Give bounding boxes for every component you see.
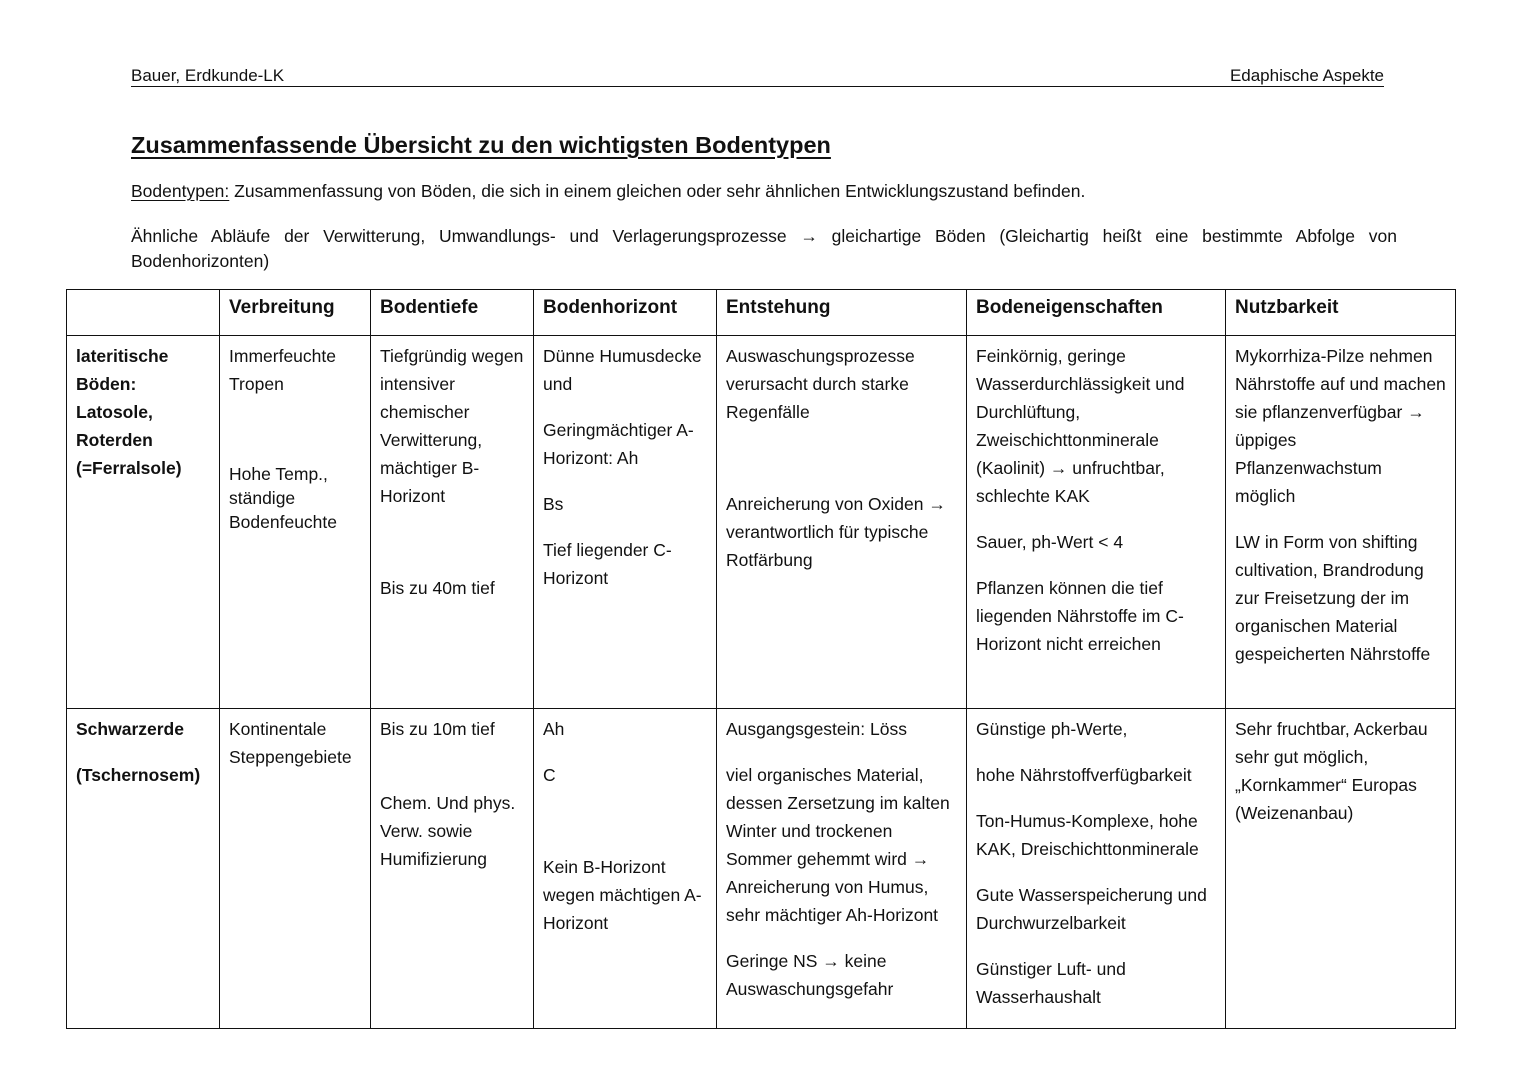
column-header-bodeneigenschaften: Bodeneigenschaften — [967, 290, 1226, 336]
bodeneigenschaften-cell — [967, 709, 1226, 1029]
page-title: Zusammenfassende Übersicht zu den wichtigsten Bodentypen — [131, 132, 831, 158]
cell-text: Bis zu 10m tief — [380, 719, 495, 739]
intro-paragraph: Ähnliche Abläufe der Verwitterung, Umwandlungs- und Verlagerungsprozesse → gleichartige Böden (Gleichartig heißt eine bestimmte Abfolge von Bodenhorizonten) — [131, 226, 1397, 271]
cell-text: Immerfeuchte Tropen — [229, 346, 336, 394]
definition-term: Bodentypen: — [131, 181, 230, 201]
table-header-row — [67, 290, 1456, 336]
cell-text: Sehr fruchtbar, Ackerbau sehr gut möglich, „Kornkammer“ Europas (Weizenanbau) — [1235, 719, 1428, 823]
cell-text: Mykorrhiza-Pilze nehmen Nährstoffe auf und machen sie pflanzenverfügbar → üppiges Pflanzenwachstum möglich — [1235, 346, 1446, 506]
soil-type-name-line: Roterden — [76, 430, 153, 450]
bodenhorizont-cell — [534, 709, 717, 1029]
cell-text: Chem. Und phys. Verw. sowie Humifizierung — [380, 793, 516, 869]
cell-text: Feinkörnig, geringe Wasserdurchlässigkeit und Durchlüftung, Zweischichttonminerale (Kaolinit) → unfruchtbar, schlechte KAK — [976, 346, 1185, 506]
column-header-bodenhorizont: Bodenhorizont — [534, 290, 717, 336]
soil-type-name-line: Latosole, — [76, 402, 153, 422]
cell-text: viel organisches Material, dessen Zersetzung im kalten Winter und trockenen Sommer gehemmt wird → Anreicherung von Humus, sehr mächtiger Ah-Horizont — [726, 765, 950, 925]
column-header-soil-type — [67, 290, 220, 336]
column-header-bodentiefe: Bodentiefe — [371, 290, 534, 336]
column-header-entstehung: Entstehung — [717, 290, 967, 336]
soil-type-name-line: (Tschernosem) — [76, 765, 201, 785]
cell-text: Sauer, ph-Wert < 4 — [976, 532, 1124, 552]
bodeneigenschaften-cell — [967, 336, 1226, 709]
cell-text: Tiefgründig wegen intensiver chemischer Verwitterung, mächtiger B-Horizont — [380, 346, 524, 506]
cell-text: hohe Nährstoffverfügbarkeit — [976, 765, 1192, 785]
soil-type-name-line: lateritische — [76, 346, 169, 366]
table-row — [67, 336, 1456, 709]
entstehung-cell — [717, 709, 967, 1029]
cell-text: Kein B-Horizont wegen mächtigen A-Horizont — [543, 857, 702, 933]
cell-text: Ausgangsgestein: Löss — [726, 719, 907, 739]
nutzbarkeit-cell — [1226, 336, 1456, 709]
soil-type-name-cell — [67, 336, 220, 709]
verbreitung-cell — [220, 336, 371, 709]
definition — [131, 181, 1085, 202]
soil-types-table — [66, 289, 1456, 1029]
cell-text: Gute Wasserspeicherung und Durchwurzelbarkeit — [976, 885, 1207, 933]
cell-text: Ton-Humus-Komplexe, hohe KAK, Dreischichttonminerale — [976, 811, 1199, 859]
soil-type-name-line: Schwarzerde — [76, 719, 184, 739]
cell-text: Kontinentale Steppengebiete — [229, 719, 352, 767]
definition-text: Zusammenfassung von Böden, die sich in einem gleichen oder sehr ähnlichen Entwicklungszustand befinden. — [229, 181, 1086, 201]
cell-text: Hohe Temp., ständige Bodenfeuchte — [229, 464, 338, 532]
verbreitung-cell — [220, 709, 371, 1029]
cell-text: Tief liegender C-Horizont — [543, 540, 672, 588]
cell-text: Pflanzen können die tief liegenden Nährstoffe im C-Horizont nicht erreichen — [976, 578, 1184, 654]
soil-type-name-line: Böden: — [76, 374, 137, 394]
bodenhorizont-cell — [534, 336, 717, 709]
entstehung-cell — [717, 336, 967, 709]
page-header — [131, 66, 1384, 87]
soil-type-name-line: (=Ferralsole) — [76, 458, 182, 478]
column-header-verbreitung: Verbreitung — [220, 290, 371, 336]
cell-text: LW in Form von shifting cultivation, Brandrodung zur Freisetzung der im organischen Material gespeicherten Nährstoffe — [1235, 532, 1431, 664]
soil-type-name-cell — [67, 709, 220, 1029]
cell-text: Bs — [543, 494, 564, 514]
bodentiefe-cell — [371, 336, 534, 709]
cell-text: Günstiger Luft- und Wasserhaushalt — [976, 959, 1126, 1007]
cell-text: Dünne Humusdecke und — [543, 346, 702, 394]
bodentiefe-cell — [371, 709, 534, 1029]
cell-text: Ah — [543, 719, 565, 739]
column-header-nutzbarkeit: Nutzbarkeit — [1226, 290, 1456, 336]
cell-text: Anreicherung von Oxiden → verantwortlich für typische Rotfärbung — [726, 494, 946, 570]
header-topic: Edaphische Aspekte — [1229, 66, 1384, 85]
header-author-course: Bauer, Erdkunde-LK — [131, 66, 285, 85]
nutzbarkeit-cell — [1226, 709, 1456, 1029]
cell-text: C — [543, 765, 556, 785]
cell-text: Bis zu 40m tief — [380, 578, 495, 598]
cell-text: Geringmächtiger A-Horizont: Ah — [543, 420, 694, 468]
cell-text: Günstige ph-Werte, — [976, 719, 1128, 739]
cell-text: Auswaschungsprozesse verursacht durch starke Regenfälle — [726, 346, 915, 422]
cell-text: Geringe NS → keine Auswaschungsgefahr — [726, 951, 894, 999]
table-row — [67, 709, 1456, 1029]
